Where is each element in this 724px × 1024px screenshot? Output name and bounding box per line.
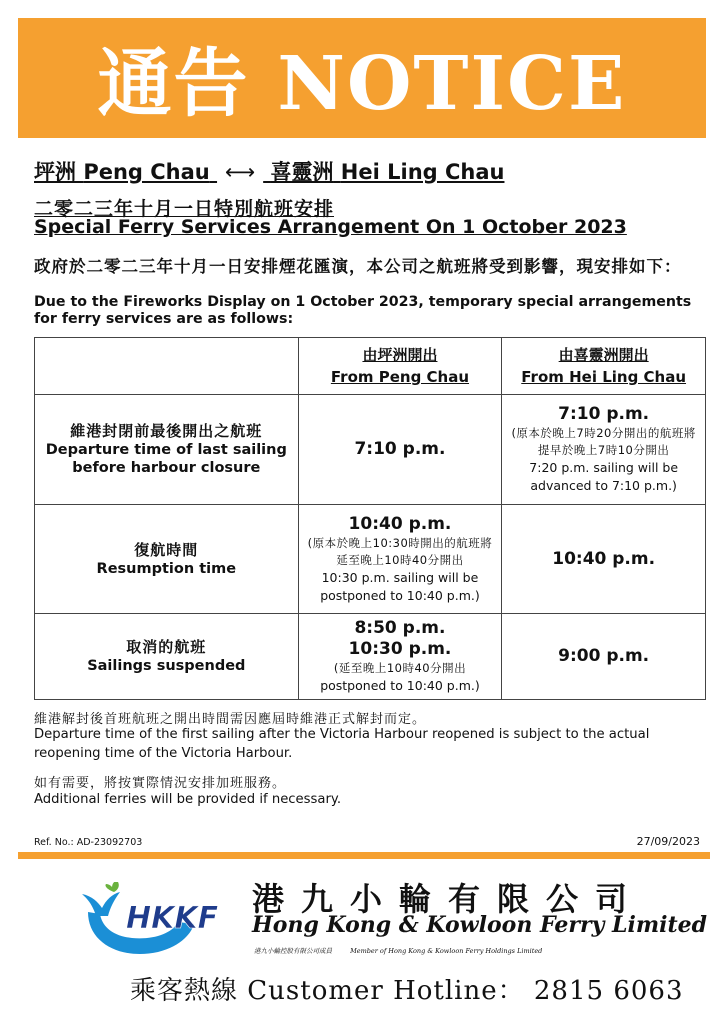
extra-ferry-note-zh: 如有需要，將按實際情況安排加班服務。 — [34, 776, 287, 791]
cell-peng-chau — [298, 614, 502, 700]
two-way-arrow-icon: ⟷ — [225, 160, 256, 184]
route-from-zh: 坪洲 — [34, 160, 76, 184]
table-header-row — [35, 338, 706, 395]
sailing-time: 9:00 p.m. — [558, 646, 650, 666]
heading-date-zh: 二零二三年十月一日特別航班安排 — [34, 198, 335, 220]
sailing-time: 8:50 p.m. — [354, 618, 446, 638]
header-peng-chau — [298, 338, 502, 395]
extra-ferry-note-en: Additional ferries will be provided if necessary. — [34, 792, 342, 807]
table-corner-cell — [35, 338, 299, 395]
row-label-zh: 取消的航班 — [126, 638, 207, 656]
sailing-time: 10:40 p.m. — [348, 513, 452, 534]
company-name-en: Hong Kong & Kowloon Ferry Limited — [252, 912, 708, 938]
divider — [18, 852, 710, 859]
note-zh: (原本於晚上10:30時開出的航班將延至晚上10時40分開出 — [307, 535, 493, 567]
logo-text: HKKF — [126, 901, 219, 936]
row-label-en: Resumption time — [96, 560, 237, 577]
heading-date-en: Special Ferry Services Arrangement On 1 October 2023 — [34, 216, 627, 238]
hkkf-logo — [82, 882, 234, 962]
note-en: postponed to 10:40 p.m.) — [320, 678, 480, 693]
cell-hei-ling-chau — [502, 614, 706, 700]
row-label-en: Departure time of last sailing before harbour closure — [45, 442, 287, 476]
sailing-time: 7:10 p.m. — [558, 404, 650, 424]
note-en: 10:30 p.m. sailing will be postponed to 10:40 p.m.) — [320, 569, 480, 603]
row-label — [35, 614, 299, 700]
notice-banner — [18, 18, 706, 138]
member-line — [254, 946, 558, 955]
header-zh: 由喜靈洲開出 — [558, 346, 649, 364]
reopen-note-zh: 維港解封後首班航班之開出時間需因應屆時維港正式解封而定。 — [34, 712, 427, 727]
row-label-zh: 復航時間 — [134, 540, 199, 559]
sailing-time: 10:40 p.m. — [552, 548, 656, 569]
header-hei-ling-chau — [502, 338, 706, 395]
header-en: From Peng Chau — [330, 368, 470, 386]
intro-zh: 政府於二零二三年十月一日安排煙花匯演，本公司之航班將受到影響，現安排如下： — [34, 257, 682, 276]
route-to-zh: 喜靈洲 — [270, 160, 334, 184]
cell-peng-chau — [298, 395, 502, 505]
row-label-zh: 維港封閉前最後開出之航班 — [70, 422, 263, 440]
route-to-en: Hei Ling Chau — [340, 160, 505, 184]
note-zh: (原本於晚上7時20分開出的航班將提早於晚上7時10分開出 — [511, 426, 696, 457]
ferry-arrangement-table — [34, 337, 706, 700]
cell-peng-chau — [298, 505, 502, 614]
table-row — [35, 505, 706, 614]
table-row — [35, 614, 706, 700]
notice-date: 27/09/2023 — [636, 835, 700, 848]
cell-hei-ling-chau — [502, 395, 706, 505]
route-title — [34, 156, 504, 186]
header-en: From Hei Ling Chau — [521, 368, 687, 386]
banner-title: 通告 NOTICE — [97, 41, 627, 127]
row-label — [35, 505, 299, 614]
header-zh: 由坪洲開出 — [362, 346, 438, 364]
member-en: Member of Hong Kong & Kowloon Ferry Holdings Limited — [350, 947, 543, 955]
row-label — [35, 395, 299, 505]
sailing-time: 7:10 p.m. — [354, 439, 446, 459]
reopen-note-en: Departure time of the first sailing after the Victoria Harbour reopened is subject to the actual reopening time of the Victoria Harbour. — [34, 727, 650, 761]
member-zh: 港九小輪控股有限公司成員 — [254, 947, 332, 955]
reference-number: Ref. No.: AD-23092703 — [34, 837, 143, 848]
cell-hei-ling-chau — [502, 505, 706, 614]
row-label-en: Sailings suspended — [87, 658, 246, 674]
sailing-time: 10:30 p.m. — [348, 639, 452, 659]
intro-en: Due to the Fireworks Display on 1 October 2023, temporary special arrangements for ferry services are as follows: — [34, 294, 692, 327]
note-zh: (延至晚上10時40分開出 — [333, 661, 467, 675]
customer-hotline: 乘客熱線 Customer Hotline： 2815 6063 — [130, 976, 684, 1006]
logo-whale-tail — [82, 892, 120, 916]
company-name-zh: 港九小輪有限公司 — [252, 880, 645, 918]
table-row — [35, 395, 706, 505]
note-en: 7:20 p.m. sailing will be advanced to 7:10 p.m.) — [529, 460, 679, 493]
route-from-en: Peng Chau — [83, 160, 210, 184]
